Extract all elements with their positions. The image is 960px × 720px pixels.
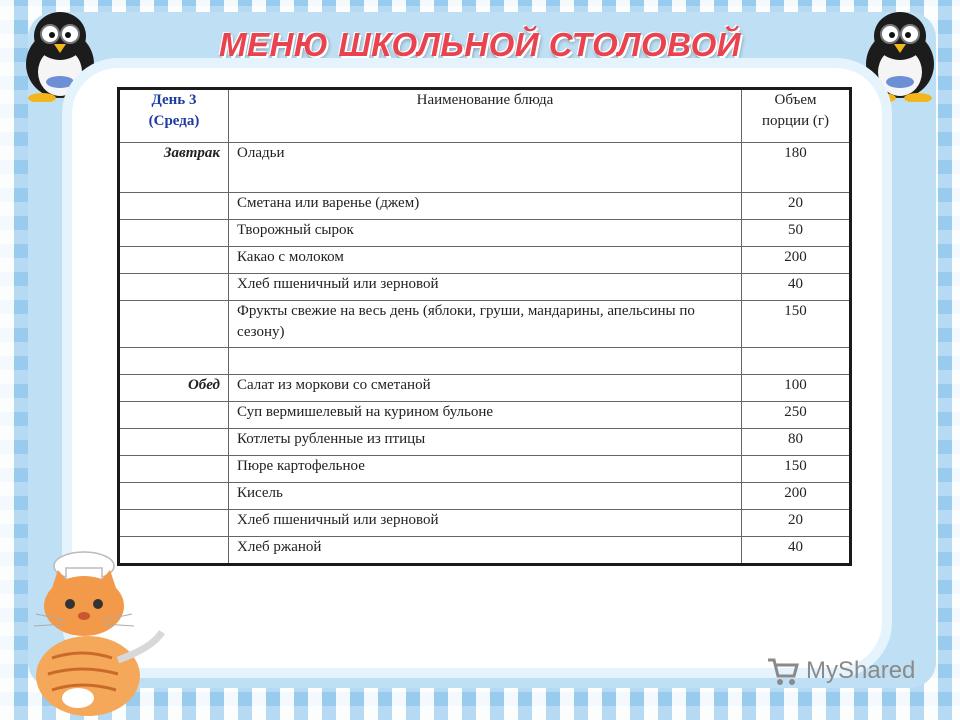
table-row (119, 483, 851, 510)
grams-cell: 40 (742, 274, 851, 301)
grams-cell: 200 (742, 247, 851, 274)
dish-cell: Оладьи (229, 143, 742, 193)
dish-cell: Салат из моркови со сметаной (229, 375, 742, 402)
chef-cat-icon (22, 548, 182, 720)
grams-cell: 40 (742, 537, 851, 565)
grams-cell: 150 (742, 301, 851, 348)
dish-cell (229, 348, 742, 375)
table-row (119, 348, 851, 375)
meal-cell (119, 456, 229, 483)
table-row (119, 402, 851, 429)
meal-cell (119, 402, 229, 429)
grams-cell: 100 (742, 375, 851, 402)
dish-cell: Котлеты рубленные из птицы (229, 429, 742, 456)
meal-cell (119, 193, 229, 220)
table-row (119, 193, 851, 220)
grams-cell: 20 (742, 193, 851, 220)
cart-icon (766, 656, 800, 686)
logo-text: MyShared (806, 657, 916, 684)
myshared-logo (766, 656, 915, 686)
dish-cell: Сметана или варенье (джем) (229, 193, 742, 220)
table-row (119, 456, 851, 483)
table-row (119, 220, 851, 247)
table-row (119, 537, 851, 565)
header-portion: Объем порции (г) (742, 89, 851, 143)
meal-cell (119, 483, 229, 510)
page-title: МЕНЮ ШКОЛЬНОЙ СТОЛОВОЙ (218, 26, 741, 63)
dish-cell: Суп вермишелевый на курином бульоне (229, 402, 742, 429)
meal-cell (119, 429, 229, 456)
grams-cell: 150 (742, 456, 851, 483)
table-row (119, 247, 851, 274)
dish-cell: Кисель (229, 483, 742, 510)
meal-cell (119, 301, 229, 348)
table-row (119, 510, 851, 537)
grams-cell: 50 (742, 220, 851, 247)
table-row (119, 375, 851, 402)
meal-cell (119, 247, 229, 274)
dish-cell: Хлеб пшеничный или зерновой (229, 510, 742, 537)
table-row (119, 301, 851, 348)
meal-cell (119, 348, 229, 375)
dish-cell: Хлеб пшеничный или зерновой (229, 274, 742, 301)
grams-cell: 20 (742, 510, 851, 537)
dish-cell: Какао с молоком (229, 247, 742, 274)
meal-cell (119, 510, 229, 537)
menu-table (117, 87, 852, 566)
table-row (119, 429, 851, 456)
grams-cell: 250 (742, 402, 851, 429)
meal-cell (119, 274, 229, 301)
dish-cell: Хлеб ржаной (229, 537, 742, 565)
grams-cell: 80 (742, 429, 851, 456)
header-dish: Наименование блюда (229, 89, 742, 143)
meal-cell (119, 220, 229, 247)
grams-cell: 180 (742, 143, 851, 193)
dish-cell: Фрукты свежие на весь день (яблоки, груши, мандарины, апельсины по сезону) (229, 301, 742, 348)
meal-cell: Обед (119, 375, 229, 402)
header-day: День 3 (Среда) (119, 89, 229, 143)
meal-cell: Завтрак (119, 143, 229, 193)
grams-cell (742, 348, 851, 375)
table-row (119, 274, 851, 301)
dish-cell: Творожный сырок (229, 220, 742, 247)
grams-cell: 200 (742, 483, 851, 510)
table-row (119, 143, 851, 193)
dish-cell: Пюре картофельное (229, 456, 742, 483)
table-header-row (119, 89, 851, 143)
